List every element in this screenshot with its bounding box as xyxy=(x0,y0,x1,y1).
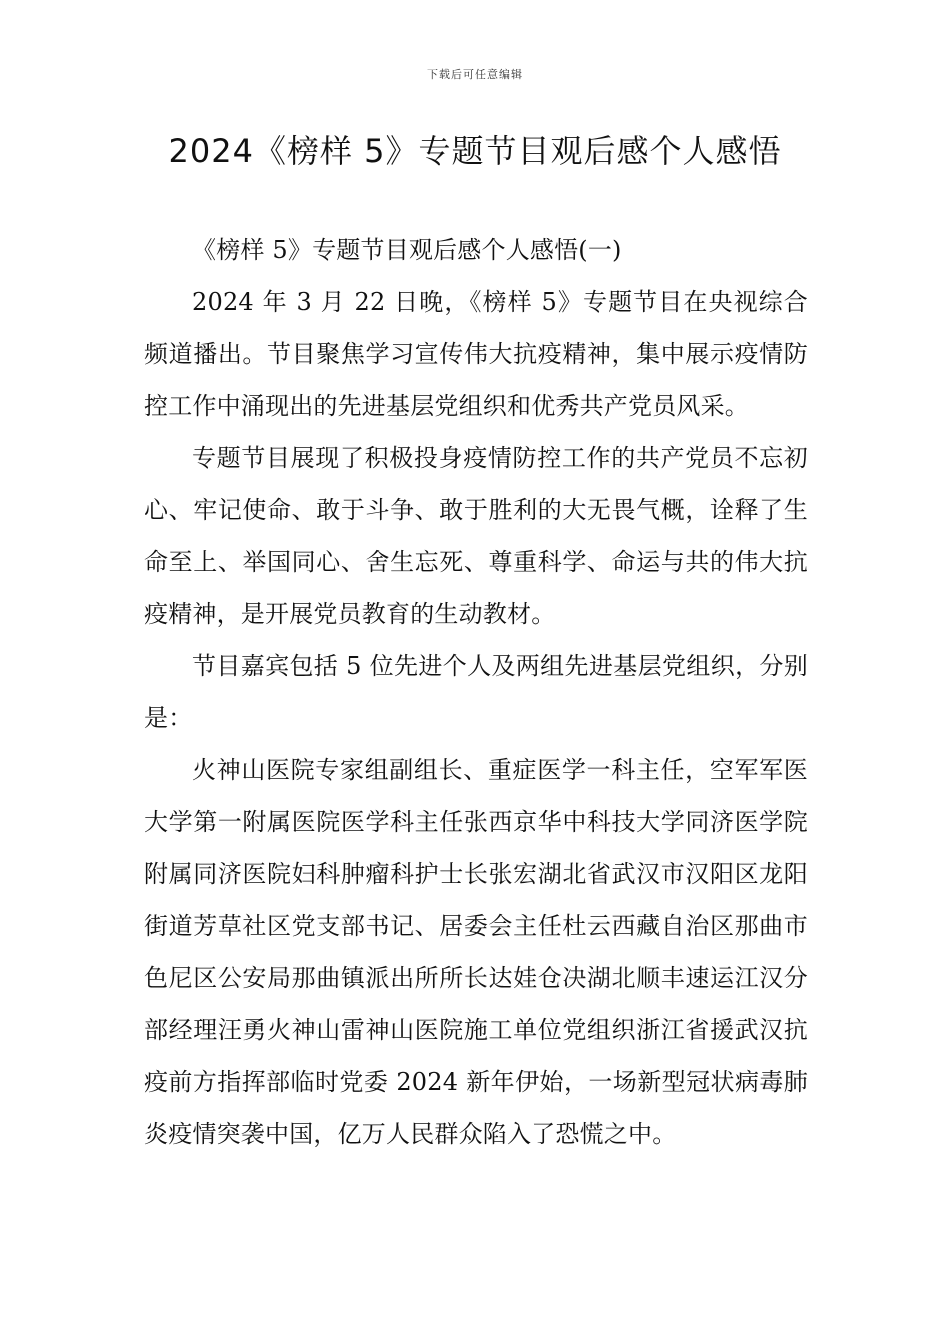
document-title: 2024《榜样 5》专题节目观后感个人感悟 xyxy=(168,132,782,170)
paragraph: 2024 年 3 月 22 日晚，《榜样 5》专题节目在央视综合频道播出。节目聚焦学习宣传伟大抗疫精神，集中展示疫情防控工作中涌现出的先进基层党组织和优秀共产党员风采。 xyxy=(144,288,808,420)
paragraph: 火神山医院专家组副组长、重症医学一科主任，空军军医大学第一附属医院医学科主任张西京华中科技大学同济医学院附属同济医院妇科肿瘤科护士长张宏湖北省武汉市汉阳区龙阳街道芳草社区党支部书记、居委会主任杜云西藏自治区那曲市色尼区公安局那曲镇派出所所长达娃仓决湖北顺丰速运江汉分部经理汪勇火神山雷神山医院施工单位党组织浙江省援武汉抗疫前方指挥部临时党委 2024 新年伊始，一场新型冠状病毒肺炎疫情突袭中国，亿万人民群众陷入了恐慌之中。 xyxy=(144,756,808,1148)
header-note: 下载后可任意编辑 xyxy=(427,68,523,81)
document-body xyxy=(144,224,808,1160)
paragraph-subtitle: 《榜样 5》专题节目观后感个人感悟(一) xyxy=(192,236,622,264)
paragraph: 专题节目展现了积极投身疫情防控工作的共产党员不忘初心、牢记使命、敢于斗争、敢于胜利的大无畏气概，诠释了生命至上、举国同心、舍生忘死、尊重科学、命运与共的伟大抗疫精神，是开展党员教育的生动教材。 xyxy=(144,444,808,628)
paragraph: 节目嘉宾包括 5 位先进个人及两组先进基层党组织，分别是： xyxy=(144,652,808,732)
